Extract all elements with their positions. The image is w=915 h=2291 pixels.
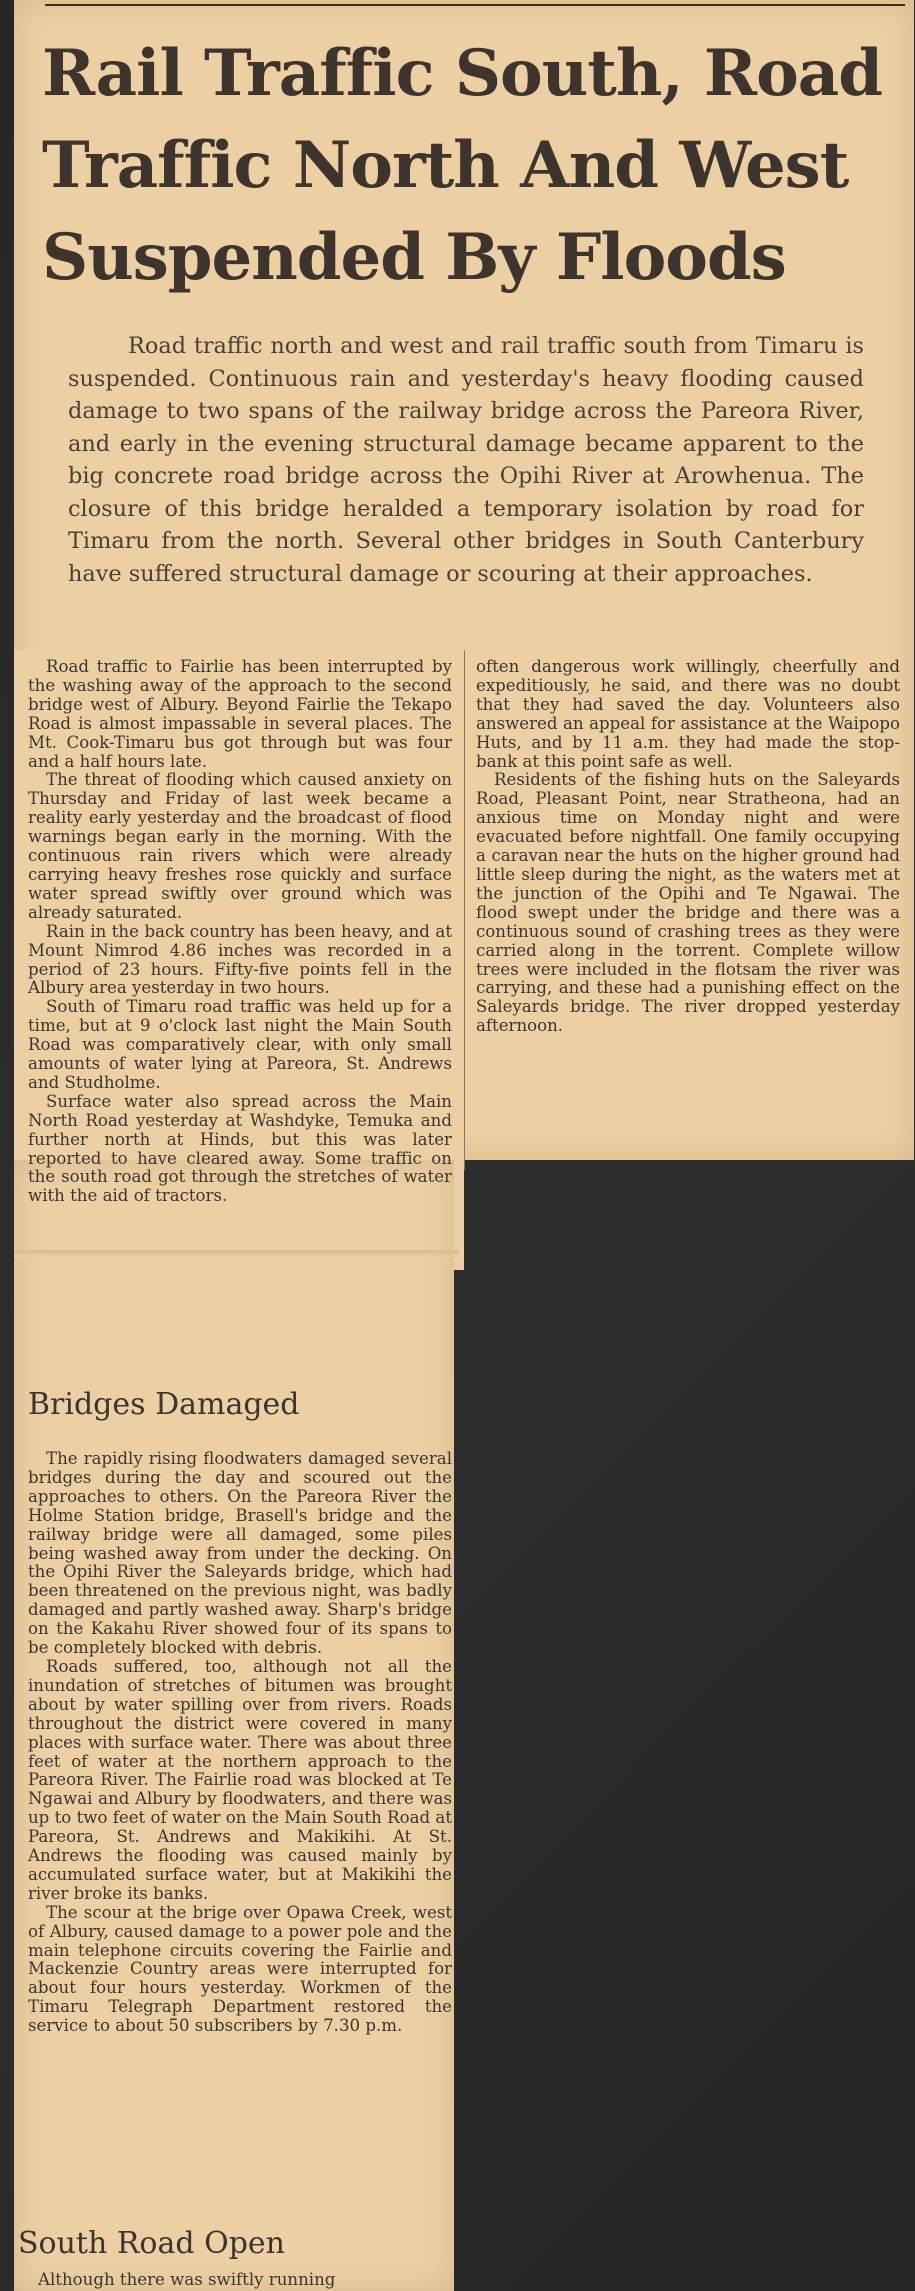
column-divider (464, 650, 465, 1170)
bridges-column (28, 1450, 452, 2036)
paragraph: Surface water also spread across the Main North Road yesterday at Washdyke, Temuka and further north at Hinds, but this was later reported to have cleared away. Some traffic on the south road got through the stretches of water with the aid of tractors. (28, 1091, 452, 1206)
paragraph: Residents of the fishing huts on the Saleyards Road, Pleasant Point, near Stratheona, had an anxious time on Monday night and were evacuated before nightfall. One family occupying a caravan near the huts on the higher ground had little sleep during the night, as the waters met at the junction of the Opihi and Te Ngawai. The flood swept under the bridge and there was a continuous sound of crashing trees as they were carried along in the torrent. Complete willow trees were included in the flotsam the river was carrying, and these had a punishing effect on the Saleyards bridge. The river dropped yesterday afternoon. (476, 770, 900, 1036)
paragraph: South of Timaru road traffic was held up for a time, but at 9 o'clock last night the Main South Road was comparatively clear, with only small amounts of water lying at Pareora, St. Andrews and Studholme. (28, 997, 452, 1092)
top-rule (45, 4, 905, 6)
lead-paragraph: Road traffic north and west and rail traffic south from Timaru is suspended. Continuous rain and yesterday's heavy flooding caused damage to two spans of the railway bridge across the Pareora River, and early in the evening structural damage became apparent to the big concrete road bridge across the Opihi River at Arowhenua. The closure of this bridge heralded a temporary isolation by road for Timaru from the north. Several other bridges in South Canterbury have suffered structural damage or scouring at their approaches. (68, 333, 864, 587)
paragraph: The threat of flooding which caused anxiety on Thursday and Friday of last week became a reality early yesterday and the broadcast of flood warnings began early in the morning. With the continuous rain rivers which were already carrying heavy freshes rose quickly and surface water spread swiftly over ground which was already saturated. (28, 770, 452, 922)
torn-edge (14, 1250, 459, 1258)
right-column (476, 658, 900, 1036)
headline: Rail Traffic South, Road Traffic North And West Suspended By Floods (42, 36, 882, 295)
paragraph: Road traffic to Fairlie has been interrupted by the washing away of the approach to the second bridge west of Albury. Beyond Fairlie the Tekapo Road is almost impassable in several places. The Mt. Cook-Timaru bus got through but was four and a half hours late. (28, 657, 452, 771)
subhead-south-road-open: South Road Open (18, 2226, 285, 2261)
paragraph: The rapidly rising floodwaters damaged several bridges during the day and scoured out the approaches to others. On the Pareora River the Holme Station bridge, Brasell's bridge and the railway bridge were all damaged, some piles being washed away from under the decking. On the Opihi River the Saleyards bridge, which had been threatened on the previous night, was badly damaged and partly washed away. Sharp's bridge on the Kakahu River showed four of its spans to be completely blocked with debris. (28, 1449, 452, 1658)
paragraph: often dangerous work willingly, cheerfully and expeditiously, he said, and there was no doubt that they had saved the day. Volunteers also answered an appeal for assistance at the Waipopo Huts, and by 11 a.m. they had made the stop-bank at this point safe as well. (476, 657, 900, 771)
subhead-bridges-damaged: Bridges Damaged (28, 1387, 300, 1422)
left-column (28, 658, 452, 1206)
cut-off-line: Although there was swiftly running (38, 2270, 336, 2289)
paragraph: The scour at the brige over Opawa Creek, west of Albury, caused damage to a power pole and the main telephone circuits covering the Fairlie and Mackenzie Country areas were interrupted for about four hours yesterday. Workmen of the Timaru Telegraph Department restored the service to about 50 subscribers by 7.30 p.m. (28, 1902, 452, 2036)
paragraph: Roads suffered, too, although not all the inundation of stretches of bitumen was brought about by water spilling over from rivers. Roads throughout the district were covered in many places with surface water. There was about three feet of water at the northern approach to the Pareora River. The Fairlie road was blocked at Te Ngawai and Albury by floodwaters, and there was up to two feet of water on the Main South Road at Pareora, St. Andrews and Makikihi. At St. Andrews the flooding was caused mainly by accumulated surface water, but at Makikihi the river broke its banks. (28, 1656, 452, 1903)
paragraph: Rain in the back country has been heavy, and at Mount Nimrod 4.86 inches was recorded in a period of 23 hours. Fifty-five points fell in the Albury area yesterday in two hours. (28, 921, 452, 998)
